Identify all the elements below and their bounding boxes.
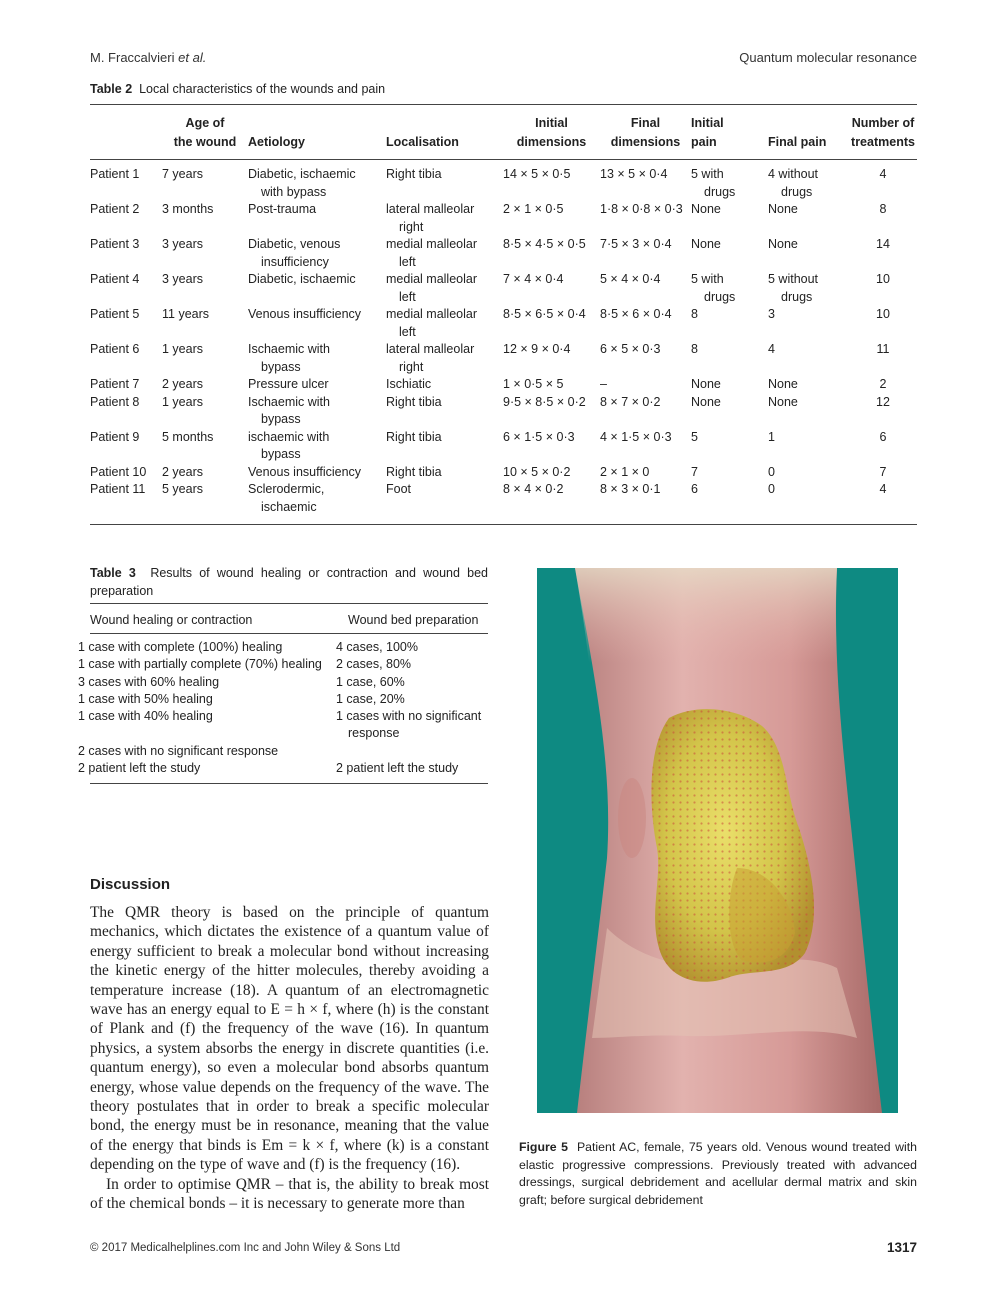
cell-line: 4 xyxy=(768,342,775,356)
initial-pain-cell xyxy=(691,341,768,376)
cell-line: Right tibia xyxy=(386,429,442,444)
healing-cell: 2 patient left the study xyxy=(78,761,201,776)
cell-line: 12 xyxy=(876,394,890,409)
age-cell xyxy=(162,271,248,306)
patient-cell xyxy=(90,464,162,482)
cell-line: 2 years xyxy=(162,464,203,479)
bed-prep-cell: 4 cases, 100% xyxy=(336,640,418,654)
table-row xyxy=(90,394,917,429)
table-row xyxy=(90,760,488,783)
age-cell xyxy=(162,306,248,341)
table2-header-cell xyxy=(691,105,768,160)
initial-dimensions-cell xyxy=(503,464,600,482)
cell-line: 5 xyxy=(691,429,698,444)
bed-prep-cell: 1 case, 60% xyxy=(336,674,405,689)
final-pain-cell xyxy=(768,160,849,202)
cell-line: None xyxy=(691,202,721,216)
cell-line: 5 without xyxy=(768,272,819,286)
localisation-cell xyxy=(386,236,503,271)
cell-line: 12 × 9 × 0·4 xyxy=(503,342,571,356)
cell-line-continued: left xyxy=(399,289,416,304)
table2 xyxy=(90,104,917,525)
cell-line: 7·5 × 3 × 0·4 xyxy=(600,237,672,251)
age-cell xyxy=(162,236,248,271)
table3-header-row xyxy=(90,604,488,634)
cell-line: Patient 1 xyxy=(90,167,140,181)
cell-line: Diabetic, ischaemic xyxy=(248,167,356,181)
cell-line: 6 xyxy=(691,482,698,496)
table-row xyxy=(90,691,488,708)
cell-line-continued: bypass xyxy=(261,359,301,374)
initial-dimensions-cell xyxy=(503,376,600,394)
cell-line: 3 months xyxy=(162,202,214,216)
cell-line: 1 × 0·5 × 5 xyxy=(503,377,564,391)
cell-line: 5 months xyxy=(162,429,214,444)
table2-header-cell xyxy=(600,105,691,160)
table-row xyxy=(90,429,917,464)
cell-line: Patient 7 xyxy=(90,377,140,391)
initial-pain-cell xyxy=(691,481,768,524)
final-dimensions-cell xyxy=(600,201,691,236)
aetiology-cell xyxy=(248,271,386,306)
treatments-cell xyxy=(849,394,917,429)
cell-line: 8 xyxy=(879,202,887,216)
patient-cell xyxy=(90,376,162,394)
cell-line: 1 xyxy=(768,429,775,444)
age-cell xyxy=(162,394,248,429)
discussion-body xyxy=(90,903,489,1214)
cell-line-continued: right xyxy=(399,359,424,374)
header-line-2: treatments xyxy=(851,135,915,149)
healing-cell: 2 cases with no significant response xyxy=(78,743,279,758)
initial-pain-cell xyxy=(691,394,768,429)
cell-line: Patient 5 xyxy=(90,307,140,321)
table-row xyxy=(90,306,917,341)
final-dimensions-cell xyxy=(600,306,691,341)
cell-line: 4 without xyxy=(768,167,819,181)
treatments-cell xyxy=(849,376,917,394)
cell-line: 8·5 × 6 × 0·4 xyxy=(600,307,672,321)
cell-line: 1·8 × 0·8 × 0·3 xyxy=(600,202,683,216)
healing-cell: 1 case with 40% healing xyxy=(78,709,213,724)
table-row xyxy=(90,201,917,236)
cell-line: None xyxy=(768,377,798,391)
localisation-cell xyxy=(386,394,503,429)
header-line-1: Age of xyxy=(185,116,225,130)
cell-line: 5 with xyxy=(691,272,724,286)
table-row xyxy=(90,634,488,657)
aetiology-cell xyxy=(248,160,386,202)
patient-cell xyxy=(90,271,162,306)
discussion-paragraph-2: In order to optimise QMR – that is, the ability to break most of the chemical bonds – it is necessary to generate more than xyxy=(90,1175,489,1213)
cell-line: None xyxy=(691,237,721,251)
header-line-2: the wound xyxy=(173,135,237,149)
cell-line: Ischaemic with xyxy=(248,342,330,356)
localisation-cell xyxy=(386,201,503,236)
patient-cell xyxy=(90,236,162,271)
table3-header-healing: Wound healing or contraction xyxy=(90,604,348,634)
patient-cell xyxy=(90,306,162,341)
treatments-cell xyxy=(849,341,917,376)
header-line-2 xyxy=(90,133,162,152)
cell-line-continued: left xyxy=(399,324,416,339)
cell-line: 3 years xyxy=(162,237,203,251)
final-pain-cell xyxy=(768,464,849,482)
table2-header-cell xyxy=(849,105,917,160)
localisation-cell xyxy=(386,306,503,341)
initial-dimensions-cell xyxy=(503,236,600,271)
healing-cell: 1 case with 50% healing xyxy=(78,691,213,706)
final-dimensions-cell xyxy=(600,271,691,306)
cell-line: medial malleolar xyxy=(386,237,478,251)
cell-line: Right tibia xyxy=(386,167,442,181)
header-line-1 xyxy=(386,114,503,133)
table2-header-cell xyxy=(503,105,600,160)
aetiology-cell xyxy=(248,236,386,271)
table2-header-cell xyxy=(386,105,503,160)
cell-line: 3 xyxy=(768,307,775,321)
cell-line: Patient 8 xyxy=(90,394,140,409)
final-pain-cell xyxy=(768,271,849,306)
initial-pain-cell xyxy=(691,160,768,202)
cell-line: 8 × 7 × 0·2 xyxy=(600,394,661,409)
table-row xyxy=(90,708,488,743)
final-dimensions-cell xyxy=(600,341,691,376)
cell-line: Patient 3 xyxy=(90,237,140,251)
table-row xyxy=(90,674,488,691)
cell-line: None xyxy=(768,394,798,409)
cell-line: Diabetic, ischaemic xyxy=(248,272,356,286)
cell-line: None xyxy=(768,202,798,216)
age-cell xyxy=(162,341,248,376)
initial-dimensions-cell xyxy=(503,481,600,524)
age-cell xyxy=(162,481,248,524)
treatments-cell xyxy=(849,160,917,202)
bed-prep-cell: 1 case, 20% xyxy=(336,691,405,706)
cell-line: Patient 10 xyxy=(90,464,147,479)
cell-line-continued: ischaemic xyxy=(261,499,317,514)
initial-pain-cell xyxy=(691,201,768,236)
cell-line: Post-trauma xyxy=(248,202,317,216)
header-line-1: Number of xyxy=(851,116,915,130)
final-pain-cell xyxy=(768,306,849,341)
treatments-cell xyxy=(849,236,917,271)
table-row xyxy=(90,376,917,394)
initial-dimensions-cell xyxy=(503,394,600,429)
cell-line: 5 with xyxy=(691,167,724,181)
cell-line: Venous insufficiency xyxy=(248,464,362,479)
healing-cell: 3 cases with 60% healing xyxy=(78,674,220,689)
cell-line: 0 xyxy=(768,464,775,479)
final-pain-cell xyxy=(768,394,849,429)
cell-line: 6 xyxy=(879,429,887,444)
final-dimensions-cell xyxy=(600,160,691,202)
header-line-2: Localisation xyxy=(386,135,459,149)
header-line-1: Initial xyxy=(691,116,724,130)
table-row xyxy=(90,656,488,673)
header-line-1: Initial xyxy=(535,116,568,130)
final-pain-cell xyxy=(768,429,849,464)
header-line-2: dimensions xyxy=(610,135,681,149)
cell-line: 8 xyxy=(691,342,698,356)
cell-line: 11 years xyxy=(162,307,210,321)
cell-line: 9·5 × 8·5 × 0·2 xyxy=(503,394,586,409)
aetiology-cell xyxy=(248,394,386,429)
aetiology-cell xyxy=(248,376,386,394)
cell-line: 0 xyxy=(768,482,775,496)
cell-line: 7 × 4 × 0·4 xyxy=(503,272,564,286)
skin-shadow xyxy=(618,778,646,858)
header-line-1 xyxy=(248,114,386,133)
cell-line: ischaemic with xyxy=(248,429,330,444)
bed-prep-cell: 1 cases with no significant response xyxy=(336,709,482,741)
cell-line: medial malleolar xyxy=(386,272,478,286)
age-cell xyxy=(162,464,248,482)
final-dimensions-cell xyxy=(600,429,691,464)
cell-line: 2 years xyxy=(162,377,203,391)
cell-line-continued: left xyxy=(399,254,416,269)
cell-line: lateral malleolar xyxy=(386,202,475,216)
patient-cell xyxy=(90,481,162,524)
cell-line-continued: bypass xyxy=(261,447,301,461)
localisation-cell xyxy=(386,341,503,376)
header-line-2: Aetiology xyxy=(248,135,305,149)
localisation-cell xyxy=(386,429,503,464)
cell-line-continued: insufficiency xyxy=(261,254,329,269)
initial-pain-cell xyxy=(691,236,768,271)
table2-header-cell xyxy=(248,105,386,160)
header-line-2: dimensions xyxy=(516,135,587,149)
cell-line: 11 xyxy=(876,342,890,356)
cell-line: 10 × 5 × 0·2 xyxy=(503,464,571,479)
age-cell xyxy=(162,201,248,236)
cell-line: Venous insufficiency xyxy=(248,307,362,321)
cell-line: 8·5 × 4·5 × 0·5 xyxy=(503,237,586,251)
cell-line: Diabetic, venous xyxy=(248,237,341,251)
header-line-1 xyxy=(90,114,162,133)
table-row xyxy=(90,236,917,271)
table-row xyxy=(90,271,917,306)
cell-line: 2 × 1 × 0 xyxy=(600,464,650,479)
cell-line-continued: drugs xyxy=(704,184,736,199)
table3 xyxy=(78,603,488,784)
localisation-cell xyxy=(386,464,503,482)
cell-line: 10 xyxy=(876,272,890,286)
cell-line: Patient 6 xyxy=(90,342,140,356)
initial-dimensions-cell xyxy=(503,201,600,236)
cell-line: None xyxy=(691,394,721,409)
aetiology-cell xyxy=(248,201,386,236)
cell-line-continued: with bypass xyxy=(261,184,327,199)
cell-line: Patient 4 xyxy=(90,272,140,286)
cell-line: 8 xyxy=(691,307,698,321)
cell-line-continued: drugs xyxy=(781,184,813,199)
table2-caption: Table 2 Local characteristics of the wounds and pain xyxy=(90,82,386,96)
final-dimensions-cell xyxy=(600,394,691,429)
aetiology-cell xyxy=(248,464,386,482)
patient-cell xyxy=(90,160,162,202)
table2-header-cell xyxy=(768,105,849,160)
final-pain-cell xyxy=(768,341,849,376)
final-dimensions-cell xyxy=(600,236,691,271)
initial-dimensions-cell xyxy=(503,306,600,341)
page-number: 1317 xyxy=(886,1240,917,1255)
final-pain-cell xyxy=(768,481,849,524)
cell-line: 13 × 5 × 0·4 xyxy=(600,167,668,181)
cell-line: lateral malleolar xyxy=(386,342,475,356)
cell-line-continued: drugs xyxy=(704,289,736,304)
bed-prep-cell: 2 patient left the study xyxy=(336,761,459,776)
table3-header-bed-prep: Wound bed preparation xyxy=(348,604,488,634)
cell-line: 8·5 × 6·5 × 0·4 xyxy=(503,307,586,321)
treatments-cell xyxy=(849,306,917,341)
aetiology-cell xyxy=(248,341,386,376)
cell-line: 3 years xyxy=(162,272,203,286)
initial-dimensions-cell xyxy=(503,341,600,376)
initial-pain-cell xyxy=(691,271,768,306)
final-pain-cell xyxy=(768,236,849,271)
patient-cell xyxy=(90,429,162,464)
cell-line: Sclerodermic, xyxy=(248,482,325,496)
cell-line: 2 xyxy=(879,377,887,391)
cell-line: 14 × 5 × 0·5 xyxy=(503,167,571,181)
initial-pain-cell xyxy=(691,376,768,394)
cell-line-continued: drugs xyxy=(781,289,813,304)
cell-line: 4 xyxy=(879,167,887,181)
bed-prep-cell xyxy=(348,743,488,760)
cell-line-continued: right xyxy=(399,219,424,234)
cell-line: Right tibia xyxy=(386,394,442,409)
footer-copyright: © 2017 Medicalhelplines.com Inc and John Wiley & Sons Ltd xyxy=(90,1242,401,1254)
cell-line: 5 years xyxy=(162,482,203,496)
cell-line: 7 years xyxy=(162,167,203,181)
final-dimensions-cell xyxy=(600,376,691,394)
figure-caption: Figure 5 Patient AC, female, 75 years old. Venous wound treated with elastic progressive compressions. Previously treated with advanced dressings, surgical debridement and acellular dermal matrix and skin graft; before surgical debridement xyxy=(519,1140,917,1207)
aetiology-cell xyxy=(248,306,386,341)
cell-line: Patient 2 xyxy=(90,202,140,216)
cell-line: 6 × 5 × 0·3 xyxy=(600,342,661,356)
table-row xyxy=(90,743,488,760)
cell-line: Ischiatic xyxy=(386,377,432,391)
final-pain-cell xyxy=(768,376,849,394)
cell-line: 4 xyxy=(879,482,887,496)
wound-photo-illustration xyxy=(537,568,898,1113)
treatments-cell xyxy=(849,271,917,306)
table-row xyxy=(90,481,917,524)
cell-line: 14 xyxy=(876,237,890,251)
table-row xyxy=(90,464,917,482)
localisation-cell xyxy=(386,160,503,202)
final-dimensions-cell xyxy=(600,481,691,524)
cell-line-continued: bypass xyxy=(261,412,301,426)
initial-pain-cell xyxy=(691,306,768,341)
patient-cell xyxy=(90,341,162,376)
final-dimensions-cell xyxy=(600,464,691,482)
age-cell xyxy=(162,376,248,394)
header-line-2: Final pain xyxy=(768,135,827,149)
table2-header-row xyxy=(90,105,917,160)
patient-cell xyxy=(90,201,162,236)
treatments-cell xyxy=(849,464,917,482)
treatments-cell xyxy=(849,201,917,236)
cell-line: 4 × 1·5 × 0·3 xyxy=(600,429,672,444)
cell-line: Foot xyxy=(386,482,412,496)
patient-cell xyxy=(90,394,162,429)
healing-cell: 1 case with partially complete (70%) healing xyxy=(78,657,322,672)
cell-line: 10 xyxy=(876,307,890,321)
discussion-heading: Discussion xyxy=(90,876,171,893)
cell-line: None xyxy=(691,377,721,391)
cell-line: 8 × 3 × 0·1 xyxy=(600,482,661,496)
header-line-1: Final xyxy=(630,116,661,130)
aetiology-cell xyxy=(248,481,386,524)
table2-header-cell xyxy=(90,105,162,160)
localisation-cell xyxy=(386,271,503,306)
localisation-cell xyxy=(386,481,503,524)
discussion-paragraph-1: The QMR theory is based on the principle of quantum mechanics, which dictates the existence of a quantum value of energy sufficient to break a molecular bond without increasing the kinetic energy of the hitter molecules, thereby avoiding a temperature increase (18). A quantum of an electromagnetic wave has an energy equal to E = h × f, where (h) is the constant of Plank and (f) the frequency of the wave (16). In quantum physics, a system absorbs the energy in discrete quantities (i.e. quantum energy), so even a molecular bond absorbs quantum energy, whose value depends on the frequency of the wave. The theory postulates that in order to break a specific molecular bond, the energy must be in resonance, meaning that the value of the energy that binds is Em = k × f, where (k) is a constant depending on the type of wave and (f) is the frequency (16). xyxy=(90,904,489,1174)
localisation-cell xyxy=(386,376,503,394)
initial-dimensions-cell xyxy=(503,271,600,306)
treatments-cell xyxy=(849,481,917,524)
cell-line: 1 years xyxy=(162,394,203,409)
cell-line: 2 × 1 × 0·5 xyxy=(503,202,564,216)
leg-upper-skin xyxy=(575,568,837,663)
header-line-1 xyxy=(768,114,849,133)
initial-pain-cell xyxy=(691,464,768,482)
cell-line: Patient 11 xyxy=(90,482,146,496)
cell-line: – xyxy=(600,377,607,391)
cell-line: 7 xyxy=(691,464,698,479)
table-row xyxy=(90,341,917,376)
healing-cell: 1 case with complete (100%) healing xyxy=(78,640,283,654)
cell-line: 6 × 1·5 × 0·3 xyxy=(503,429,575,444)
cell-line: Patient 9 xyxy=(90,429,140,444)
initial-dimensions-cell xyxy=(503,429,600,464)
age-cell xyxy=(162,160,248,202)
cell-line: None xyxy=(768,237,798,251)
initial-dimensions-cell xyxy=(503,160,600,202)
table3-caption: Table 3 Results of wound healing or contraction and wound bed preparation xyxy=(90,566,489,598)
running-head-title: Quantum molecular resonance xyxy=(739,50,917,65)
cell-line: 7 xyxy=(879,464,887,479)
cell-line: 8 × 4 × 0·2 xyxy=(503,482,564,496)
header-line-2: pain xyxy=(691,135,717,149)
treatments-cell xyxy=(849,429,917,464)
cell-line: medial malleolar xyxy=(386,307,478,321)
cell-line: Pressure ulcer xyxy=(248,377,329,391)
age-cell xyxy=(162,429,248,464)
figure-wound-photo xyxy=(537,568,898,1113)
cell-line: Ischaemic with xyxy=(248,394,330,409)
bed-prep-cell: 2 cases, 80% xyxy=(336,657,412,672)
table-row xyxy=(90,160,917,202)
running-head-authors: M. Fraccalvieri et al. xyxy=(90,50,207,65)
cell-line: Right tibia xyxy=(386,464,442,479)
final-pain-cell xyxy=(768,201,849,236)
cell-line: 5 × 4 × 0·4 xyxy=(600,272,661,286)
initial-pain-cell xyxy=(691,429,768,464)
cell-line: 1 years xyxy=(162,342,203,356)
aetiology-cell xyxy=(248,429,386,464)
table2-header-cell xyxy=(162,105,248,160)
